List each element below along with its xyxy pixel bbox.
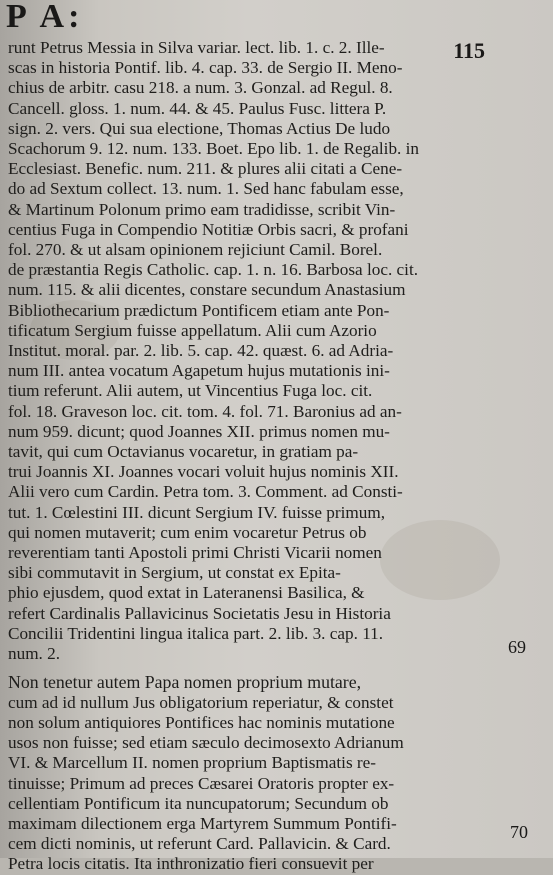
running-head: P A: [6, 0, 84, 35]
margin-note-number: 69 [508, 637, 526, 657]
text-line: fol. 18. Graveson loc. cit. tom. 4. fol. 71. Baronius ad an- [8, 401, 402, 421]
text-line: trui Joannis XI. Joannes vocari voluit hujus nominis XII. [8, 462, 399, 482]
text-line: cellentiam Pontificum ita nuncupatorum; Secundum ob [8, 793, 389, 813]
page-number: 115 [453, 38, 485, 63]
text-line: phio ejusdem, quod extat in Lateranensi Basilica, & [8, 583, 365, 603]
text-line: & Martinum Polonum primo eam tradidisse, scribit Vin- [8, 199, 396, 219]
text-line: reverentiam tanti Apostoli primi Christi Vicarii nomen [8, 543, 382, 563]
text-line: sibi commutavit in Sergium, ut constat ex Epita- [8, 563, 341, 583]
body-text [8, 38, 503, 875]
text-line: num. 2. [8, 644, 61, 664]
paragraph-2 [8, 672, 503, 874]
text-line: fol. 270. & ut alsam opinionem rejiciunt Camil. Borel. [8, 240, 383, 260]
text-line: cum ad id nullum Jus obligatorium reperiatur, & constet [8, 692, 394, 712]
text-line: cem dicti nominis, ut referunt Card. Pallavicin. & Card. [8, 834, 391, 854]
text-line: sign. 2. vers. Qui sua electione, Thomas Actius De ludo [8, 118, 391, 138]
text-line: Alii vero cum Cardin. Petra tom. 3. Comment. ad Consti- [8, 482, 403, 502]
text-line: Scachorum 9. 12. num. 133. Boet. Epo lib. 1. de Regalib. in [8, 139, 420, 159]
text-line: Concilii Tridentini lingua italica part. 2. lib. 3. cap. 11. [8, 623, 384, 643]
text-line: Bibliothecarium prædictum Pontificem etiam ante Pon- [8, 300, 390, 320]
text-line: do ad Sextum collect. 13. num. 1. Sed hanc fabulam esse, [8, 179, 404, 199]
text-line: VI. & Marcellum II. nomen proprium Baptismatis re- [8, 753, 377, 773]
text-line: Ecclesiast. Benefic. num. 211. & plures alii citati a Cene- [8, 159, 403, 179]
text-line: Non tenetur autem Papa nomen proprium mutare, [8, 672, 362, 693]
text-line: num 959. dicunt; quod Joannes XII. primus nomen mu- [8, 421, 390, 441]
text-line: refert Cardinalis Pallavicinus Societatis Jesu in Historia [8, 603, 391, 623]
text-line: num III. antea vocatum Agapetum hujus mutationis ini- [8, 361, 390, 381]
text-line: maximam dilectionem erga Martyrem Summum Pontifi- [8, 813, 397, 833]
text-line: chius de arbitr. casu 218. a num. 3. Gonzal. ad Regul. 8. [8, 78, 393, 98]
text-line: scas in historia Pontif. lib. 4. cap. 33. de Sergio II. Meno- [8, 58, 403, 78]
text-line: runt Petrus Messia in Silva variar. lect. lib. 1. c. 2. Ille- [8, 38, 385, 57]
text-line: tium referunt. Alii autem, ut Vincentius Fuga loc. cit. [8, 381, 373, 401]
margin-note-number: 70 [510, 822, 528, 842]
text-line: qui nomen mutaverit; cum enim vocaretur Petrus ob [8, 522, 367, 542]
text-line: Institut. moral. par. 2. lib. 5. cap. 42. quæst. 6. ad Adria- [8, 341, 394, 361]
page-header [0, 0, 553, 36]
text-line: Petra locis citatis. Ita inthronizatio fieri consuevit per [8, 854, 374, 874]
text-line: tinuisse; Primum ad preces Cæsarei Oratoris propter ex- [8, 773, 395, 793]
text-line: num. 115. & alii dicentes, constare secundum Anastasium [8, 280, 406, 300]
text-line: usos non fuisse; sed etiam sæculo decimosexto Adrianum [8, 733, 404, 753]
text-line: tut. 1. Cœlestini III. dicunt Sergium IV. fuisse primum, [8, 502, 385, 522]
text-line: tificatum Sergium fuisse appellatum. Alii cum Azorio [8, 320, 377, 340]
text-line: tavit, qui cum Octavianus vocaretur, in gratiam pa- [8, 442, 359, 462]
text-line: non solum antiquiores Pontifices hac nominis mutatione [8, 712, 395, 732]
text-line: de præstantia Regis Catholic. cap. 1. n. 16. Barbosa loc. cit. [8, 260, 419, 280]
text-line: centius Fuga in Compendio Notitiæ Orbis sacri, & profani [8, 219, 409, 239]
paragraph-1 [8, 38, 503, 664]
text-line: Cancell. gloss. 1. num. 44. & 45. Paulus Fusc. littera P. [8, 98, 387, 118]
